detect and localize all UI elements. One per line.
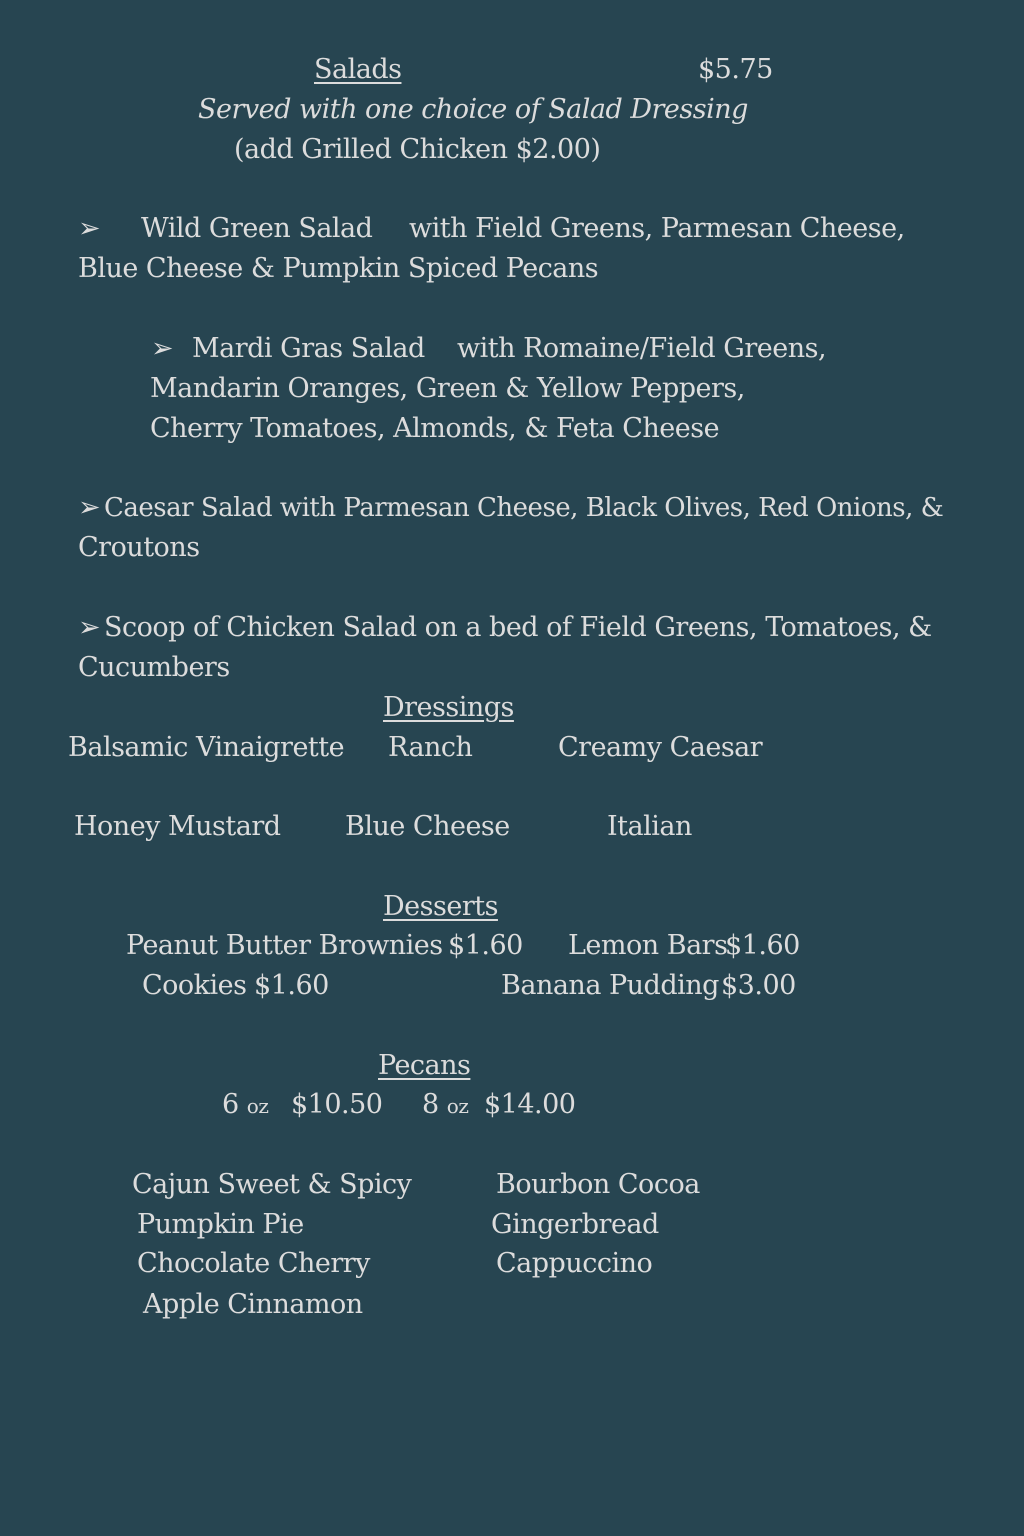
dessert-price: $1.60 [448,930,523,961]
pecan-size [222,1087,268,1124]
wild-green-salad-name: Wild Green Salad [141,213,373,244]
pecan-size-unit: oz [246,1094,269,1118]
wild-green-salad-desc-2: Blue Cheese & Pumpkin Spiced Pecans [78,253,599,284]
pecan-flavor: Gingerbread [491,1209,659,1240]
bullet-icon: ➢ [78,492,101,523]
dessert-name: Banana Pudding [501,970,719,1001]
dessert-name: Cookies [142,970,247,1001]
dressing-item: Balsamic Vinaigrette [68,732,345,763]
pecan-flavor: Cajun Sweet & Spicy [132,1169,412,1200]
salads-heading: Salads [314,54,402,85]
salads-subtitle: Served with one choice of Salad Dressing [198,94,748,125]
dressings-heading: Dressings [383,692,514,723]
bullet-icon: ➢ [78,213,101,244]
caesar-salad-line-2: Croutons [78,532,200,563]
dressing-item: Honey Mustard [74,811,281,842]
bullet-icon: ➢ [78,612,101,643]
chicken-salad-line: Scoop of Chicken Salad on a bed of Field Greens, Tomatoes, & [104,612,932,643]
pecan-flavor: Pumpkin Pie [137,1209,304,1240]
dressing-item: Creamy Caesar [558,732,763,763]
dessert-name: Peanut Butter Brownies [126,930,443,961]
pecan-flavor: Apple Cinnamon [143,1289,363,1320]
pecan-size [422,1087,468,1124]
bullet-icon: ➢ [151,333,174,364]
pecan-flavor: Cappuccino [496,1248,653,1279]
pecan-size-number: 8 [422,1089,439,1120]
dressing-item: Blue Cheese [345,811,510,842]
salads-price: $5.75 [698,54,773,85]
dessert-price: $1.60 [725,930,800,961]
grilled-chicken-addon: (add Grilled Chicken $2.00) [234,134,601,165]
pecan-size-unit: oz [446,1094,469,1118]
caesar-salad-line: Caesar Salad with Parmesan Cheese, Black Olives, Red Onions, & [104,493,944,523]
mardi-gras-salad-desc: with Romaine/Field Greens, [457,333,827,364]
chicken-salad-line-2: Cucumbers [78,652,230,683]
pecans-heading: Pecans [378,1050,471,1081]
mardi-gras-salad-name: Mardi Gras Salad [192,333,425,364]
dessert-name: Lemon Bars [568,930,728,961]
wild-green-salad-desc: with Field Greens, Parmesan Cheese, [409,213,905,244]
pecan-price: $10.50 [291,1089,383,1120]
mardi-gras-salad-desc-2: Mandarin Oranges, Green & Yellow Peppers, [150,373,745,404]
pecan-flavor: Bourbon Cocoa [496,1169,700,1200]
pecan-size-number: 6 [222,1089,239,1120]
dessert-price: $3.00 [721,970,796,1001]
dessert-price: $1.60 [254,970,329,1001]
pecan-price: $14.00 [484,1089,576,1120]
dressing-item: Ranch [388,732,473,763]
dressing-item: Italian [607,811,692,842]
desserts-heading: Desserts [383,891,498,922]
pecan-flavor: Chocolate Cherry [137,1248,370,1279]
mardi-gras-salad-desc-3: Cherry Tomatoes, Almonds, & Feta Cheese [150,413,720,444]
